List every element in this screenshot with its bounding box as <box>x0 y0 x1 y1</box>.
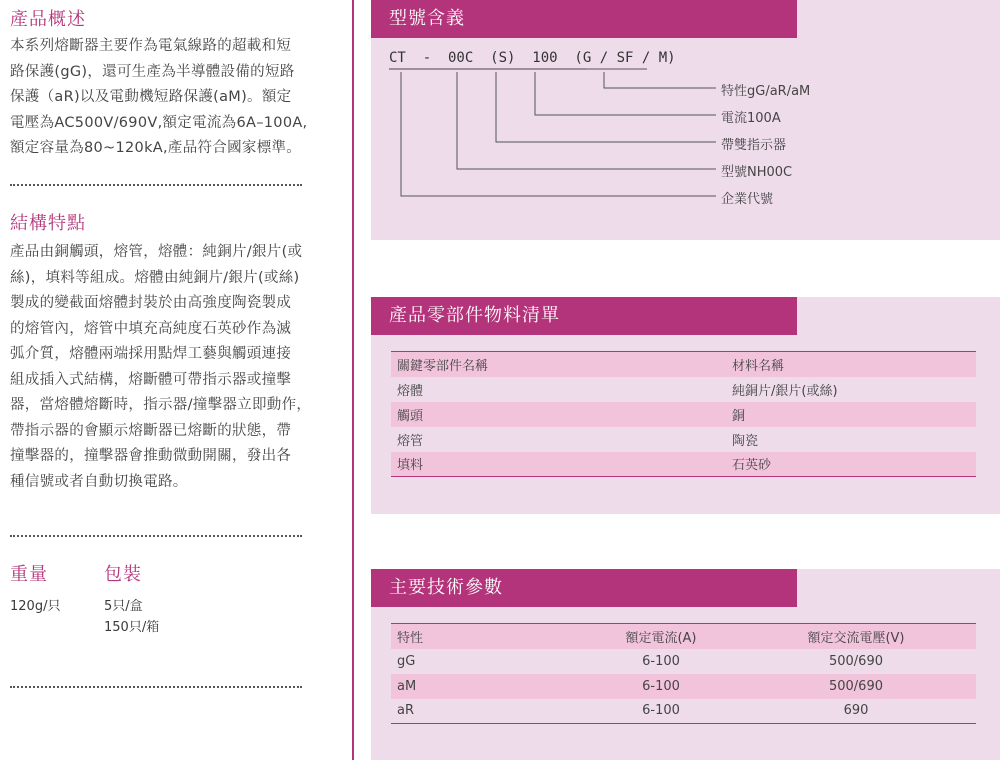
packaging-value: 150只/箱 <box>104 620 160 635</box>
table-cell: 石英砂 <box>726 452 976 477</box>
structure-line: 帶指示器的會顯示熔斷器已熔斷的狀態，帶 <box>10 422 292 439</box>
structure-line: 撞擊器的，撞擊器會推動微動開關，發出各 <box>10 448 292 464</box>
overview-line: 路保護(gG)，還可生產為半導體設備的短路 <box>10 63 295 80</box>
table-row <box>391 377 976 402</box>
table-row <box>391 699 976 724</box>
weight-value: 120g/只 <box>10 599 61 614</box>
spec-panel <box>371 569 1000 760</box>
table-row <box>391 452 976 477</box>
table-cell: 6-100 <box>642 653 680 669</box>
model-code: CT - 00C (S) 100 (G / SF / M) <box>389 50 676 66</box>
overview-text <box>10 34 320 162</box>
model-label-current: 電流100A <box>721 111 781 126</box>
table-cell: 500/690 <box>828 653 883 669</box>
model-label-indicator: 帶雙指示器 <box>721 138 787 153</box>
weight-title: 重量 <box>10 564 48 585</box>
spec-table <box>391 623 976 724</box>
structure-title: 結構特點 <box>10 213 86 234</box>
table-cell: 陶瓷 <box>732 433 759 449</box>
overview-title: 產品概述 <box>10 9 86 30</box>
table-row <box>391 674 976 699</box>
overview-line: 保護（aR)以及電動機短路保護(aM)。額定 <box>10 89 292 105</box>
overview-line: 額定容量為80~120kA,產品符合國家標準。 <box>10 140 302 156</box>
model-label-type: 型號NH00C <box>721 165 793 180</box>
structure-line: 組成插入式結構，熔斷體可帶指示器或撞擊 <box>10 371 292 388</box>
model-label-company: 企業代號 <box>721 192 774 207</box>
structure-line: 產品由銅觸頭，熔管，熔體：純銅片/銀片(或 <box>10 244 303 260</box>
table-cell: 690 <box>736 699 976 724</box>
table-cell: 500/690 <box>736 674 976 699</box>
table-cell: 熔體 <box>397 383 424 399</box>
table-cell: 純銅片/銀片(或絲) <box>732 383 838 399</box>
bom-panel-title: 產品零部件物料清單 <box>371 297 797 335</box>
spec-panel-title: 主要技術參數 <box>371 569 797 607</box>
model-leader-lines <box>371 0 1000 240</box>
table-row <box>391 427 976 452</box>
table-cell: 6-100 <box>586 674 736 699</box>
model-label-characteristic: 特性gG/aR/aM <box>721 84 811 99</box>
structure-line: 的熔管內，熔管中填充高純度石英砂作為滅 <box>10 320 292 337</box>
table-header-cell: 額定電流(A) <box>586 624 736 649</box>
table-row <box>391 402 976 427</box>
vertical-divider <box>352 0 354 760</box>
table-cell: aM <box>391 674 586 699</box>
table-header-cell: 額定交流電壓(V) <box>736 624 976 649</box>
overview-line: 電壓為AC500V/690V,額定電流為6A–100A, <box>10 114 308 131</box>
bom-table <box>391 351 976 477</box>
structure-line: 製成的變截面熔體封裝於由高強度陶瓷製成 <box>10 295 292 311</box>
overview-line: 本系列熔斷器主要作為電氣線路的超載和短 <box>10 38 292 54</box>
packaging-title: 包裝 <box>104 564 142 585</box>
table-row <box>391 649 976 674</box>
table-header-cell: 材料名稱 <box>726 352 976 377</box>
table-header-row <box>391 352 976 377</box>
structure-line: 弧介質，熔體兩端採用點焊工藝與觸頭連接 <box>10 346 292 362</box>
dotted-separator <box>10 535 302 537</box>
dotted-separator <box>10 184 302 186</box>
table-cell: 填料 <box>391 452 726 477</box>
bom-panel <box>371 297 1000 514</box>
table-cell: 熔管 <box>397 433 424 449</box>
dotted-separator <box>10 686 302 688</box>
structure-line: 種信號或者自動切換電路。 <box>10 473 188 490</box>
table-header-cell: 特性 <box>391 624 586 649</box>
structure-line: 器，當熔體熔斷時，指示器/撞擊器立即動作， <box>10 397 312 413</box>
table-cell: 觸頭 <box>391 402 726 427</box>
packaging-values <box>104 596 159 638</box>
table-header-row <box>391 624 976 649</box>
table-cell: aR <box>391 699 586 724</box>
structure-text <box>10 240 330 495</box>
table-cell: 銅 <box>726 402 976 427</box>
table-cell: 6-100 <box>586 699 736 724</box>
table-header-cell: 關鍵零部件名稱 <box>391 352 726 377</box>
model-panel <box>371 0 1000 240</box>
structure-line: 絲)，填料等組成。熔體由純銅片/銀片(或絲) <box>10 269 300 286</box>
packaging-value: 5只/盒 <box>104 599 143 614</box>
table-cell: gG <box>397 653 416 669</box>
model-panel-title: 型號含義 <box>371 0 797 38</box>
